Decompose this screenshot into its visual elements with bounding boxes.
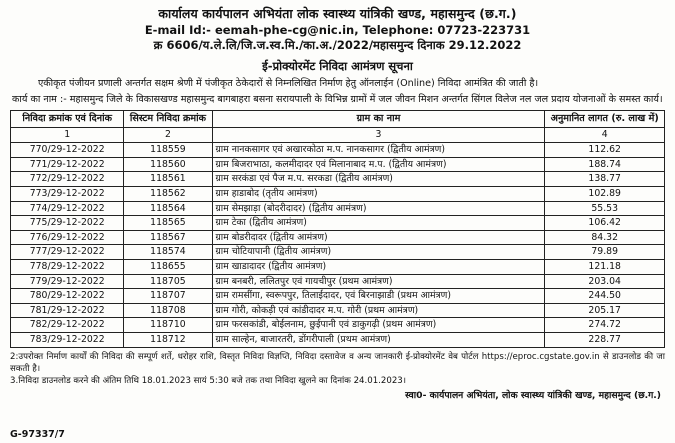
- cell-village: ग्राम टेका (द्वितीय आमंत्रण): [212, 216, 545, 231]
- header-row: [11, 111, 665, 128]
- contact-line: E-mail Id:- eemah-phe-cg@nic.in, Telephone: 07723-223731: [144, 22, 531, 37]
- column-number-4: 4: [545, 128, 665, 143]
- cell-tender-no: 777/29-12-2022: [11, 245, 124, 260]
- tender-table: [10, 110, 665, 347]
- table-row: [11, 186, 665, 201]
- table-row: [11, 216, 665, 231]
- cell-tender-no: 770/29-12-2022: [11, 143, 124, 158]
- office-title: कार्यालय कार्यपालन अभियंता लोक स्वास्थ्य यांत्रिकी खण्ड, महासमुन्द (छ.ग.): [158, 6, 517, 21]
- cell-tender-no: 774/29-12-2022: [11, 201, 124, 216]
- table-header: [11, 111, 665, 143]
- cell-village: ग्राम बोडरीदादर (द्वितीय आमंत्रण): [212, 230, 545, 245]
- cell-village: ग्राम गोरी, कोकड़ी एवं कांडीदादर म.प. गोरी (प्रथम आमंत्रण): [212, 303, 545, 318]
- cell-system-no: 118565: [124, 216, 212, 231]
- cell-cost: 121.18: [545, 259, 665, 274]
- cell-village: ग्राम सेमझाड़ा (बोदरीदादर) (द्वितीय आमंत्रण): [212, 201, 545, 216]
- cell-village: ग्राम बिजराभाठा, कलमीदादर एवं मिलानाबाद म.प. (द्वितीय आमंत्रण): [212, 157, 545, 172]
- cell-system-no: 118559: [124, 143, 212, 158]
- cell-cost: 55.53: [545, 201, 665, 216]
- cell-system-no: 118712: [124, 332, 212, 347]
- cell-tender-no: 783/29-12-2022: [11, 332, 124, 347]
- footnote-1: [10, 351, 665, 375]
- work-name-label: कार्य का नाम :-: [12, 93, 67, 105]
- cell-tender-no: 782/29-12-2022: [11, 318, 124, 333]
- cell-village: ग्राम फरसकांडी, बोईलनाम, छुईपानी एवं डाकुगढ़ी (प्रथम आमंत्रण): [212, 318, 545, 333]
- table-row: [11, 332, 665, 347]
- cell-village: ग्राम बनबरी, ललितपुर एवं गायचीपुर (प्रथम आमंत्रण): [212, 274, 545, 289]
- cell-system-no: 118567: [124, 230, 212, 245]
- cell-village: ग्राम सरकंडा एवं पैज म.प. सरकडा (द्वितीय आमंत्रण): [212, 172, 545, 187]
- column-number-2: 2: [124, 128, 212, 143]
- cell-system-no: 118562: [124, 186, 212, 201]
- table-row: [11, 201, 665, 216]
- cell-cost: 203.04: [545, 274, 665, 289]
- signature-line: स्वा0- कार्यपालन अभियंता, लोक स्वास्थ्य यांत्रिकी खण्ड, महासमुन्द (छ.ग.): [405, 389, 661, 401]
- cell-tender-no: 776/29-12-2022: [11, 230, 124, 245]
- cell-cost: 188.74: [545, 157, 665, 172]
- cell-village: ग्राम चोटियापानी (द्वितीय आमंत्रण): [212, 245, 545, 260]
- cell-village: ग्राम नानकसागर एवं अखारकोठा म.प. नानकसागर (द्वितीय आमंत्रण): [212, 143, 545, 158]
- cell-system-no: 118705: [124, 274, 212, 289]
- cell-tender-no: 781/29-12-2022: [11, 303, 124, 318]
- footnotes: [10, 351, 665, 387]
- bottom-bar: [10, 401, 665, 415]
- table-row: [11, 274, 665, 289]
- cell-tender-no: 771/29-12-2022: [11, 157, 124, 172]
- cell-tender-no: 780/29-12-2022: [11, 289, 124, 304]
- table-body: [11, 143, 665, 348]
- cell-cost: 138.77: [545, 172, 665, 187]
- reference-line: क्र 6606/य.ले.लि/जि.ज.स्व.मि./का.अ./2022/महासमुन्द दिनाक 29.12.2022: [153, 38, 522, 53]
- document-id: G-97337/7: [10, 429, 65, 440]
- intro-paragraph: एकीकृत पंजीयन प्रणाली अन्तर्गत सक्षम श्रेणी में पंजीकृत ठेकेदारों से निम्नलिखित निर्माण हेतु ऑनलाईन (Online) निविदा आमंत्रित की जाती है।: [38, 77, 539, 89]
- cell-cost: 244.50: [545, 289, 665, 304]
- footnote-1-text: 2:उपरोक्त निर्माण कार्यों की निविदा की सम्पूर्ण शर्ते, धरोहर राशि, विस्तृत निविदा विज्ञप्ति, निविदा दस्तावेज व अन्य जानकारी ई-प्रोक्योरमेंट वेब पोर्टल https://eproc.cgstate.gov.in से डाउनलोड की जा सकती है।: [10, 351, 665, 374]
- cell-cost: 274.72: [545, 318, 665, 333]
- cell-tender-no: 772/29-12-2022: [11, 172, 124, 187]
- cell-tender-no: 779/29-12-2022: [11, 274, 124, 289]
- table-row: [11, 157, 665, 172]
- table-row: [11, 230, 665, 245]
- cell-system-no: 118710: [124, 318, 212, 333]
- footnote-2: 3.निविदा डाउनलोड करने की अंतिम तिथि 18.01.2023 सायं 5:30 बजे तक तथा निविदा खुलने का दिनांक 24.01.2023।: [10, 375, 407, 386]
- cell-cost: 228.77: [545, 332, 665, 347]
- cell-village: ग्राम हाडाबोद (तृतीय आमंत्रण): [212, 186, 545, 201]
- table-row: [11, 259, 665, 274]
- column-number-row: [11, 128, 665, 143]
- cell-village: ग्राम खाडादादर (द्वितीय आमंत्रण): [212, 259, 545, 274]
- cell-cost: 102.89: [545, 186, 665, 201]
- cell-system-no: 118561: [124, 172, 212, 187]
- column-number-3: 3: [212, 128, 545, 143]
- column-header-tender-no: निविदा क्रमांक एवं दिनांक: [11, 111, 124, 128]
- column-number-1: 1: [11, 128, 124, 143]
- cell-tender-no: 775/29-12-2022: [11, 216, 124, 231]
- column-header-system-no: सिस्टम निविदा क्रमांक: [124, 111, 212, 128]
- cell-cost: 79.89: [545, 245, 665, 260]
- cell-cost: 106.42: [545, 216, 665, 231]
- cell-system-no: 118574: [124, 245, 212, 260]
- cell-cost: 112.62: [545, 143, 665, 158]
- work-name-text: महासमुन्द जिले के विकासखण्ड महासमुन्द बागबाहरा बसना सरायपाली के विभिन्न ग्रामों में जल जीवन मिशन अन्तर्गत सिंगल विलेज नल जल प्रदाय योजनाओं के समस्त कार्य।: [69, 93, 663, 105]
- cell-cost: 84.32: [545, 230, 665, 245]
- cell-tender-no: 773/29-12-2022: [11, 186, 124, 201]
- work-name-block: [12, 93, 663, 107]
- cell-system-no: 118707: [124, 289, 212, 304]
- cell-system-no: 118655: [124, 259, 212, 274]
- cell-village: ग्राम रामसींगा, स्वरूपपुर, तिलाईदादर, एवं बिरनाझाडी (प्रथम आमंत्रण): [212, 289, 545, 304]
- table-row: [11, 289, 665, 304]
- column-header-cost: अनुमानित लागत (रु. लाख में): [545, 111, 665, 128]
- table-row: [11, 318, 665, 333]
- table-row: [11, 172, 665, 187]
- cell-tender-no: 778/29-12-2022: [11, 259, 124, 274]
- table-row: [11, 303, 665, 318]
- table-row: [11, 245, 665, 260]
- table-row: [11, 143, 665, 158]
- cell-cost: 205.17: [545, 303, 665, 318]
- cell-system-no: 118708: [124, 303, 212, 318]
- cell-system-no: 118564: [124, 201, 212, 216]
- notice-title: ई-प्रोक्योरमेंट निविदा आमंत्रण सूचना: [262, 58, 413, 73]
- cell-village: ग्राम साल्हेन, बाजारतरी, डोंगरीपाली (प्रथम आमंत्रण): [212, 332, 545, 347]
- cell-system-no: 118560: [124, 157, 212, 172]
- column-header-village: ग्राम का नाम: [212, 111, 545, 128]
